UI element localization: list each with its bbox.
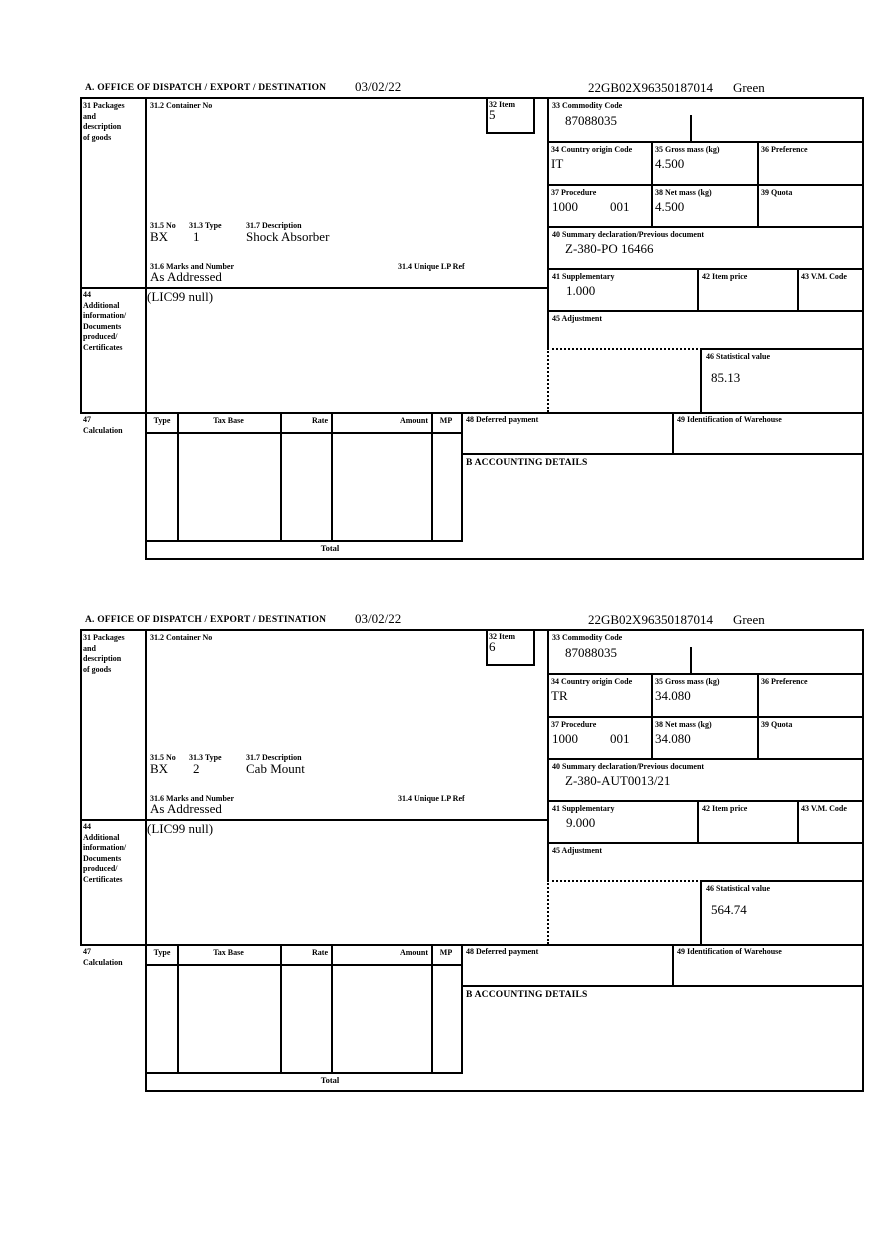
commodity-code-value: 87088035 [565, 113, 617, 128]
package-no-label: 31.5 No [150, 221, 176, 230]
package-type-value: 2 [193, 761, 200, 776]
border-line [177, 412, 179, 542]
column-header-amount: Amount [399, 416, 428, 425]
border-line [547, 629, 549, 882]
border-line [80, 629, 864, 631]
summary-declaration-label: 40 Summary declaration/Previous document [552, 762, 705, 771]
column-header-mp: MP [439, 948, 453, 957]
border-line [757, 141, 759, 228]
marks-number-value: As Addressed [150, 801, 222, 816]
border-line [700, 348, 702, 414]
marks-number-label: 31.6 Marks and Number [150, 262, 235, 271]
border-line [147, 540, 463, 542]
dotted-divider [547, 880, 702, 882]
border-line [331, 412, 333, 542]
additional-information-label: 44 Additional information/ Documents produced/ Certificates [83, 290, 127, 352]
commodity-code-label: 33 Commodity Code [552, 101, 623, 110]
border-line [80, 97, 864, 99]
packages-description-label: 31 Packages and description of goods [83, 101, 125, 142]
column-header-tax-base: Tax Base [213, 416, 244, 425]
quota-label: 39 Quota [761, 720, 793, 729]
border-line [547, 673, 864, 675]
border-line [177, 944, 179, 1074]
package-type-value: 1 [193, 229, 200, 244]
office-of-dispatch-label: A. OFFICE OF DISPATCH / EXPORT / DESTINATION [85, 615, 327, 625]
previous-document-value: Z-380-PO 16466 [565, 241, 654, 256]
supplementary-value: 9.000 [566, 815, 596, 830]
calculation-label: 47 Calculation [83, 947, 123, 967]
movement-reference-number: 22GB02X96350187014 [588, 80, 713, 95]
statistical-value-label: 46 Statistical value [706, 352, 770, 361]
border-line [145, 1090, 864, 1092]
border-line [672, 412, 674, 455]
preference-label: 36 Preference [761, 677, 808, 686]
border-line [80, 944, 864, 946]
border-line [547, 226, 864, 228]
border-line [533, 97, 535, 134]
vm-code-label: 43 V.M. Code [801, 272, 847, 281]
item-number: 6 [489, 639, 496, 654]
warehouse-identification-label: 49 Identification of Warehouse [677, 415, 782, 424]
preference-label: 36 Preference [761, 145, 808, 154]
border-line [80, 97, 82, 414]
border-line [547, 97, 549, 350]
item-box-label: 32 Item [489, 632, 515, 641]
adjustment-label: 45 Adjustment [552, 846, 603, 855]
item-box-label: 32 Item [489, 100, 515, 109]
border-line [547, 184, 864, 186]
adjustment-label: 45 Adjustment [552, 314, 603, 323]
border-line [672, 944, 674, 987]
dotted-divider [547, 348, 549, 412]
unique-lp-ref-label: 31.4 Unique LP Ref [398, 262, 465, 271]
item-price-label: 42 Item price [702, 804, 748, 813]
package-no-value: BX [150, 761, 169, 776]
column-header-amount: Amount [399, 948, 428, 957]
procedure-extension: 001 [610, 199, 630, 214]
border-line [862, 97, 864, 560]
border-line [145, 629, 147, 1092]
quota-label: 39 Quota [761, 188, 793, 197]
border-line [147, 432, 463, 434]
procedure-code: 1000 [552, 731, 578, 746]
border-line [697, 268, 699, 312]
border-line [431, 412, 433, 542]
border-line [533, 629, 535, 666]
procedure-label: 37 Procedure [551, 720, 597, 729]
unique-lp-ref-label: 31.4 Unique LP Ref [398, 794, 465, 803]
procedure-extension: 001 [610, 731, 630, 746]
commodity-code-tick [690, 115, 692, 143]
border-line [651, 141, 653, 228]
border-line [80, 629, 82, 946]
net-mass-label: 38 Net mass (kg) [655, 720, 712, 729]
procedure-code: 1000 [552, 199, 578, 214]
border-line [486, 664, 535, 666]
statistical-value: 85.13 [711, 370, 741, 385]
border-line [145, 97, 147, 560]
border-line [547, 268, 864, 270]
column-header-type: Type [153, 948, 171, 957]
gross-mass-label: 35 Gross mass (kg) [655, 145, 720, 154]
office-of-dispatch-label: A. OFFICE OF DISPATCH / EXPORT / DESTINATION [85, 83, 327, 93]
column-header-mp: MP [439, 416, 453, 425]
country-origin-label: 34 Country origin Code [551, 145, 633, 154]
container-no-label: 31.2 Container No [150, 633, 213, 642]
country-origin-value: TR [551, 688, 568, 703]
supplementary-label: 41 Supplementary [552, 272, 615, 281]
border-line [461, 944, 463, 1074]
marks-number-value: As Addressed [150, 269, 222, 284]
supplementary-label: 41 Supplementary [552, 804, 615, 813]
declaration-date: 03/02/22 [355, 79, 402, 94]
border-line [147, 964, 463, 966]
dotted-divider [547, 880, 549, 944]
summary-declaration-label: 40 Summary declaration/Previous document [552, 230, 705, 239]
column-header-rate: Rate [312, 416, 328, 425]
border-line [431, 944, 433, 1074]
additional-information-label: 44 Additional information/ Documents produced/ Certificates [83, 822, 127, 884]
package-type-label: 31.3 Type [189, 753, 222, 762]
item-number: 5 [489, 107, 496, 122]
vm-code-label: 43 V.M. Code [801, 804, 847, 813]
country-origin-label: 34 Country origin Code [551, 677, 633, 686]
border-line [700, 880, 702, 946]
border-line [700, 348, 864, 350]
customs-declaration-item-page [0, 610, 882, 1110]
net-mass-value: 34.080 [655, 731, 691, 746]
previous-document-value: Z-380-AUT0013/21 [565, 773, 671, 788]
border-line [547, 716, 864, 718]
border-line [547, 310, 864, 312]
accounting-details-label: B ACCOUNTING DETAILS [466, 458, 588, 468]
border-line [757, 673, 759, 760]
border-line [331, 944, 333, 1074]
goods-description: Shock Absorber [246, 229, 330, 244]
commodity-code-tick [690, 647, 692, 675]
border-line [147, 1072, 463, 1074]
gross-mass-label: 35 Gross mass (kg) [655, 677, 720, 686]
statistical-value-label: 46 Statistical value [706, 884, 770, 893]
package-no-label: 31.5 No [150, 753, 176, 762]
column-header-tax-base: Tax Base [213, 948, 244, 957]
statistical-value: 564.74 [711, 902, 747, 917]
container-no-label: 31.2 Container No [150, 101, 213, 110]
description-label: 31.7 Description [246, 753, 302, 762]
description-label: 31.7 Description [246, 221, 302, 230]
total-label: Total [320, 543, 340, 553]
border-line [80, 412, 864, 414]
goods-description: Cab Mount [246, 761, 305, 776]
column-header-type: Type [153, 416, 171, 425]
commodity-code-label: 33 Commodity Code [552, 633, 623, 642]
border-line [797, 268, 799, 312]
movement-reference-number: 22GB02X96350187014 [588, 612, 713, 627]
additional-information-value: (LIC99 null) [147, 821, 214, 836]
border-line [697, 800, 699, 844]
declaration-reference-row [588, 612, 765, 628]
border-line [486, 629, 488, 666]
commodity-code-value: 87088035 [565, 645, 617, 660]
border-line [547, 141, 864, 143]
border-line [547, 758, 864, 760]
calculation-label: 47 Calculation [83, 415, 123, 435]
dotted-divider [547, 348, 702, 350]
package-type-label: 31.3 Type [189, 221, 222, 230]
border-line [547, 842, 864, 844]
border-line [486, 132, 535, 134]
customs-declaration-item-page [0, 78, 882, 578]
supplementary-value: 1.000 [566, 283, 596, 298]
border-line [461, 985, 864, 987]
marks-number-label: 31.6 Marks and Number [150, 794, 235, 803]
border-line [486, 97, 488, 134]
border-line [547, 800, 864, 802]
net-mass-value: 4.500 [655, 199, 685, 214]
gross-mass-value: 34.080 [655, 688, 691, 703]
additional-information-value: (LIC99 null) [147, 289, 214, 304]
routing-status: Green [732, 612, 765, 627]
packages-description-label: 31 Packages and description of goods [83, 633, 125, 674]
deferred-payment-label: 48 Deferred payment [466, 415, 539, 424]
column-header-rate: Rate [312, 948, 328, 957]
procedure-label: 37 Procedure [551, 188, 597, 197]
declaration-date: 03/02/22 [355, 611, 402, 626]
border-line [280, 412, 282, 542]
border-line [700, 880, 864, 882]
item-price-label: 42 Item price [702, 272, 748, 281]
country-origin-value: IT [551, 156, 564, 171]
accounting-details-label: B ACCOUNTING DETAILS [466, 990, 588, 1000]
border-line [862, 629, 864, 1092]
deferred-payment-label: 48 Deferred payment [466, 947, 539, 956]
package-no-value: BX [150, 229, 169, 244]
gross-mass-value: 4.500 [655, 156, 685, 171]
declaration-reference-row [588, 80, 765, 96]
border-line [280, 944, 282, 1074]
border-line [651, 673, 653, 760]
warehouse-identification-label: 49 Identification of Warehouse [677, 947, 782, 956]
border-line [145, 558, 864, 560]
border-line [461, 453, 864, 455]
routing-status: Green [732, 80, 765, 95]
total-label: Total [320, 1075, 340, 1085]
border-line [461, 412, 463, 542]
net-mass-label: 38 Net mass (kg) [655, 188, 712, 197]
border-line [797, 800, 799, 844]
